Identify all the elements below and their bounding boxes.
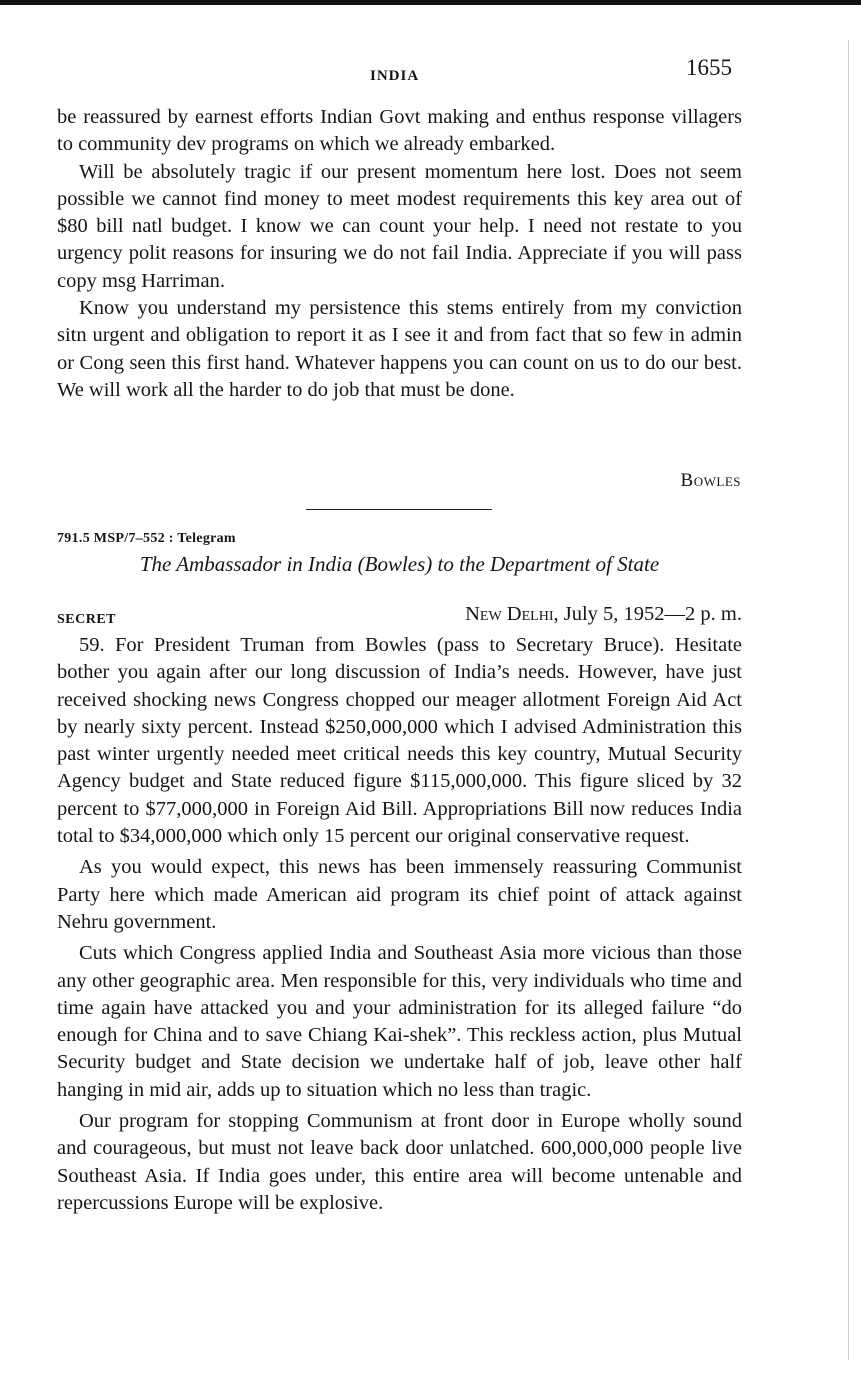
- dateline: [465, 603, 742, 626]
- paragraph: 59. For President Truman from Bowles (pass to Secretary Bruce). Hesitate bother you again after our long discussion of India’s needs. However, have just received shocking news Congress chopped our meager allotment Foreign Aid Act by nearly sixty percent. Instead $250,000,000 which I advised Administration this past winter urgently needed meet critical needs this key country, Mutual Security Agency budget and State reduced figure $115,000,000. This figure sliced by 32 percent to $77,000,000 in Foreign Aid Bill. Appropriations Bill now reduces India total to $34,000,000 which only 15 percent our original conservative request.: [57, 634, 742, 848]
- telegram-body: [57, 632, 742, 1217]
- paragraph: As you would expect, this news has been immensely reassuring Communist Party here which made American aid program its chief point of attack against Nehru government.: [57, 856, 742, 933]
- signature-bowles: Bowles: [680, 470, 741, 491]
- page-number: 1655: [686, 55, 732, 80]
- classification-label: SECRET: [57, 612, 117, 627]
- page-edge-line: [848, 40, 849, 1360]
- dateline-city: New Delhi,: [465, 603, 559, 625]
- continued-telegram-text: [57, 104, 742, 404]
- paragraph: Our program for stopping Communism at front door in Europe wholly sound and courageous, but must not leave back door unlatched. 600,000,000 people live Southeast Asia. If India goes under, this entire area will become untenable and repercussions Europe will be explosive.: [57, 1110, 742, 1214]
- top-border-rule: [0, 0, 861, 5]
- section-separator: [306, 509, 492, 510]
- running-header: INDIA: [370, 68, 420, 84]
- paragraph: be reassured by earnest efforts Indian Govt making and enthus response villagers to community dev programs on which we already embarked.: [57, 106, 742, 156]
- paragraph: Know you understand my persistence this stems entirely from my conviction sitn urgent and obligation to report it as I see it and from fact that so few in admin or Cong seen this first hand. Whatever happens you can count on us to do our best. We will work all the harder to do job that must be done.: [57, 297, 742, 401]
- paragraph: Will be absolutely tragic if our present momentum here lost. Does not seem possible we cannot find money to meet modest requirements this key area out of $80 bill natl budget. I know we can count your help. I need not restate to you urgency polit reasons for insuring we do not fail India. Appreciate if you will pass copy msg Harriman.: [57, 160, 742, 292]
- file-reference: 791.5 MSP/7–552 : Telegram: [57, 531, 236, 546]
- dateline-date: July 5, 1952—2 p. m.: [558, 603, 742, 625]
- paragraph: Cuts which Congress applied India and Southeast Asia more vicious than those any other geographic area. Men responsible for this, very individuals who time and time again have attacked you and your administration for its alleged failure “do enough for China and to save Chiang Kai-shek”. This reckless action, plus Mutual Security budget and State decision we undertake half of job, leave other half hanging in mid air, adds up to situation which no less than tragic.: [57, 942, 742, 1101]
- document-title: The Ambassador in India (Bowles) to the Department of State: [139, 552, 660, 576]
